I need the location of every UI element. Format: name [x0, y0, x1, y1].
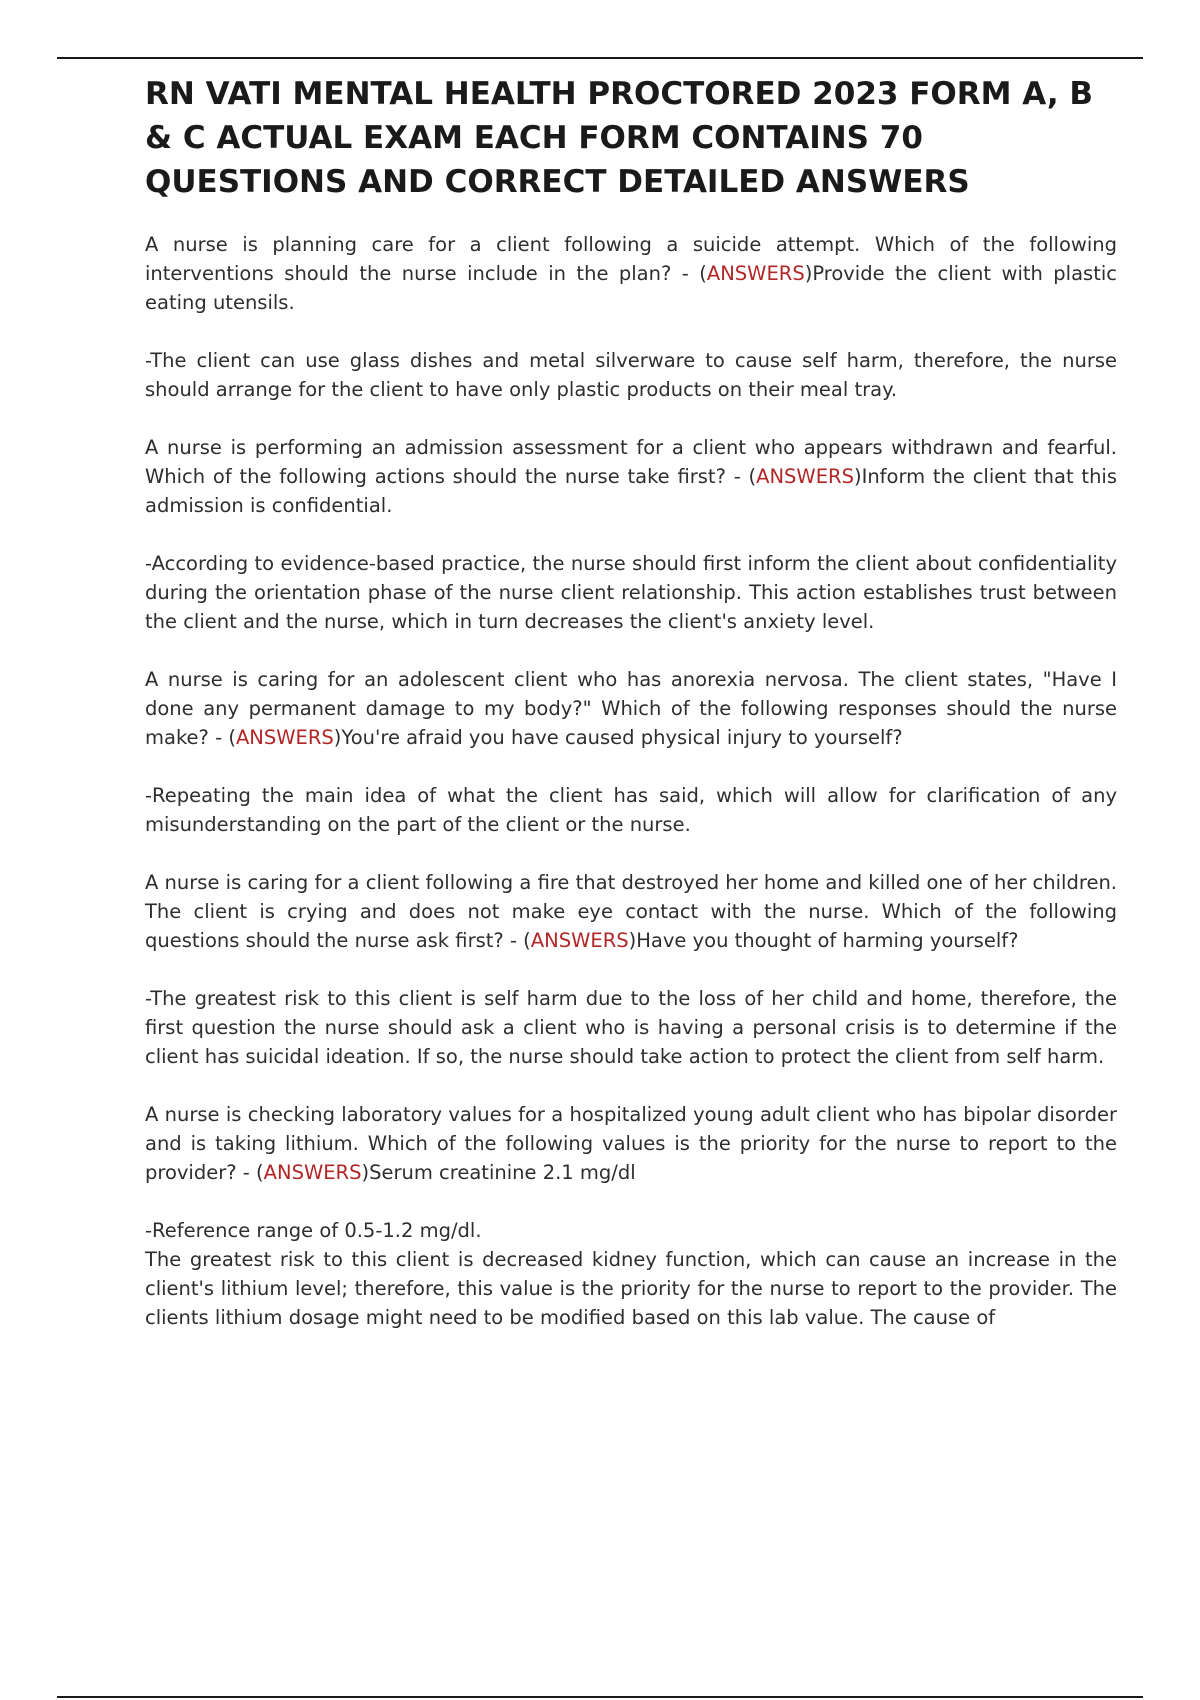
rationale-4: -The greatest risk to this client is self harm due to the loss of her child and home, therefore, the first question the nurse should ask a client who is having a personal crisis is to determine if the client has suicidal ideation. If so, the nurse should take action to protect the client from self harm.: [145, 987, 1117, 1068]
answer-text: )Serum creatinine 2.1 mg/dl: [361, 1161, 636, 1184]
rationale-3: -Repeating the main idea of what the client has said, which will allow for clarification of any misunderstanding on the part of the client or the nurse.: [145, 784, 1117, 836]
question-text: A nurse is planning care for a client following a suicide attempt. Which of the following interventions should the nurse include in the plan? - (: [145, 233, 1117, 285]
answer-label: ANSWERS: [756, 465, 854, 488]
rationale-5: -Reference range of 0.5-1.2 mg/dl.: [145, 1219, 482, 1242]
question-1: [145, 230, 1117, 317]
rationale-2: -According to evidence-based practice, the nurse should first inform the client about confidentiality during the orientation phase of the nurse client relationship. This action establishes trust between the client and the nurse, which in turn decreases the client's anxiety level.: [145, 552, 1117, 633]
question-4: [145, 868, 1117, 955]
question-text: A nurse is checking laboratory values for a hospitalized young adult client who has bipolar disorder and is taking lithium. Which of the following values is the priority for the nurse to report to the provider? - (: [145, 1103, 1117, 1184]
answer-label: ANSWERS: [530, 929, 629, 952]
document-body: [145, 72, 1117, 1361]
answer-text: )Provide the client with plastic eating utensils.: [145, 262, 1117, 314]
question-text: A nurse is performing an admission assessment for a client who appears withdrawn and fearful. Which of the following actions should the nurse take first? - (: [145, 436, 1117, 488]
rationale-1: -The client can use glass dishes and metal silverware to cause self harm, therefore, the nurse should arrange for the client to have only plastic products on their meal tray.: [145, 349, 1117, 401]
answer-text: )Inform the client that this admission is confidential.: [145, 465, 1117, 517]
answer-label: ANSWERS: [263, 1161, 362, 1184]
answer-text: )Have you thought of harming yourself?: [628, 929, 1019, 952]
document-title: RN VATI MENTAL HEALTH PROCTORED 2023 FORM A, B & C ACTUAL EXAM EACH FORM CONTAINS 70 QUESTIONS AND CORRECT DETAILED ANSWERS: [145, 76, 1094, 200]
question-text: A nurse is caring for an adolescent client who has anorexia nervosa. The client states, "Have I done any permanent damage to my body?" Which of the following responses should the nurse make? - (: [145, 668, 1117, 749]
top-rule: [57, 57, 1143, 59]
answer-label: ANSWERS: [706, 262, 805, 285]
bottom-rule: [57, 1696, 1143, 1698]
question-text: A nurse is caring for a client following a fire that destroyed her home and killed one of her children. The client is crying and does not make eye contact with the nurse. Which of the following questions should the nurse ask first? - (: [145, 871, 1117, 952]
question-5: [145, 1100, 1117, 1187]
rationale-5-continuation: The greatest risk to this client is decreased kidney function, which can cause an increase in the client's lithium level; therefore, this value is the priority for the nurse to report to the provider. The clients lithium dosage might need to be modified based on this lab value. The cause of: [145, 1248, 1117, 1329]
answer-text: )You're afraid you have caused physical injury to yourself?: [333, 726, 903, 749]
question-2: [145, 433, 1117, 520]
answer-label: ANSWERS: [235, 726, 334, 749]
question-3: [145, 665, 1117, 752]
